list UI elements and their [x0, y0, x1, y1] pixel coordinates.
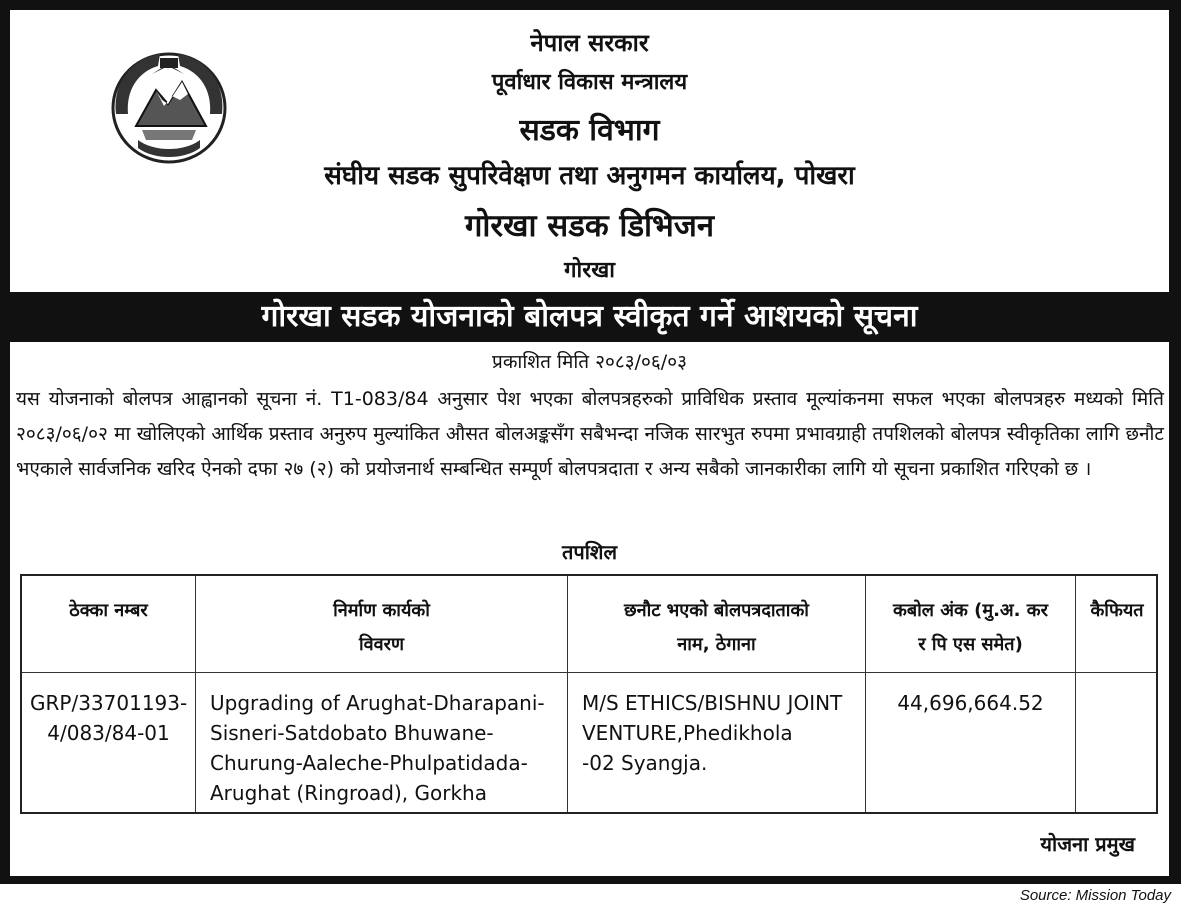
header-contract-no: ठेक्का नम्बर [69, 600, 148, 621]
row-bid-amount: 44,696,664.52 [897, 691, 1044, 715]
signer-title: योजना प्रमुख [1040, 832, 1135, 856]
row-remarks [1076, 682, 1158, 694]
row-contract-no: GRP/33701193- 4/083/84-01 [30, 691, 188, 745]
header-line-office: संघीय सडक सुपरिवेक्षण तथा अनुगमन कार्यालय, पोखरा [324, 161, 855, 191]
award-table [20, 574, 1158, 814]
header-remarks: कैफियत [1090, 600, 1144, 621]
schedule-title: तपशिल [561, 540, 618, 564]
header-line-ministry: पूर्वाधार विकास मन्त्रालय [491, 70, 688, 95]
notice-body: यस योजनाको बोलपत्र आह्वानको सूचना नं. T1-083/84 अनुसार पेश भएका बोलपत्रहरुको प्राविधिक प्रस्ताव मूल्यांकनमा सफल भएका बोलपत्रहरु मध्यको मिति २०८३/०६/०२ मा खोलिएको आर्थिक प्रस्ताव अनुरुप मुल्यांकित औसत बोलअङ्कसँग सबैभन्दा नजिक सारभुत रुपमा प्रभावग्राही तपशिलको बोलपत्र स्वीकृतिका लागि छनौट भएकाले सार्वजनिक खरिद ऐनको दफा २७ (२) को प्रयोजनार्थ सम्बन्धित सम्पूर्ण बोलपत्रदाता र अन्य सबैको जानकारीका लागि यो सूचना प्रकाशित गरिएको छ । [16, 388, 1164, 480]
header-bidder: छनौट भएको बोलपत्रदाताको नाम, ठेगाना [624, 600, 809, 655]
source-credit: Source: Mission Today [1019, 887, 1171, 904]
row-bidder: M/S ETHICS/BISHNU JOINT VENTURE,Phedikhola -02 Syangja. [582, 691, 843, 775]
row-work-description: Upgrading of Arughat-Dharapani- Sisneri-Satdobato Bhuwane- Churung-Aaleche-Phulpatidada- Arughat (Ringroad), Gorkha [210, 691, 545, 805]
table-divider [22, 672, 1156, 673]
header-line-department: सडक विभाग [519, 113, 660, 148]
header-work-description: निर्माण कार्यको विवरण [333, 600, 430, 655]
header-bid-amount: कबोल अंक (मु.अ. कर र पि एस समेत) [893, 600, 1048, 655]
header-line-division: गोरखा सडक डिभिजन [464, 208, 715, 244]
notice-title-banner: गोरखा सडक योजनाको बोलपत्र स्वीकृत गर्ने आशयको सूचना [10, 292, 1169, 342]
header-line-government: नेपाल सरकार [530, 29, 649, 57]
notice-sheet [10, 10, 1169, 876]
header-line-district: गोरखा [564, 258, 615, 283]
published-date: प्रकाशित मिति २०८३/०६/०३ [492, 351, 687, 373]
